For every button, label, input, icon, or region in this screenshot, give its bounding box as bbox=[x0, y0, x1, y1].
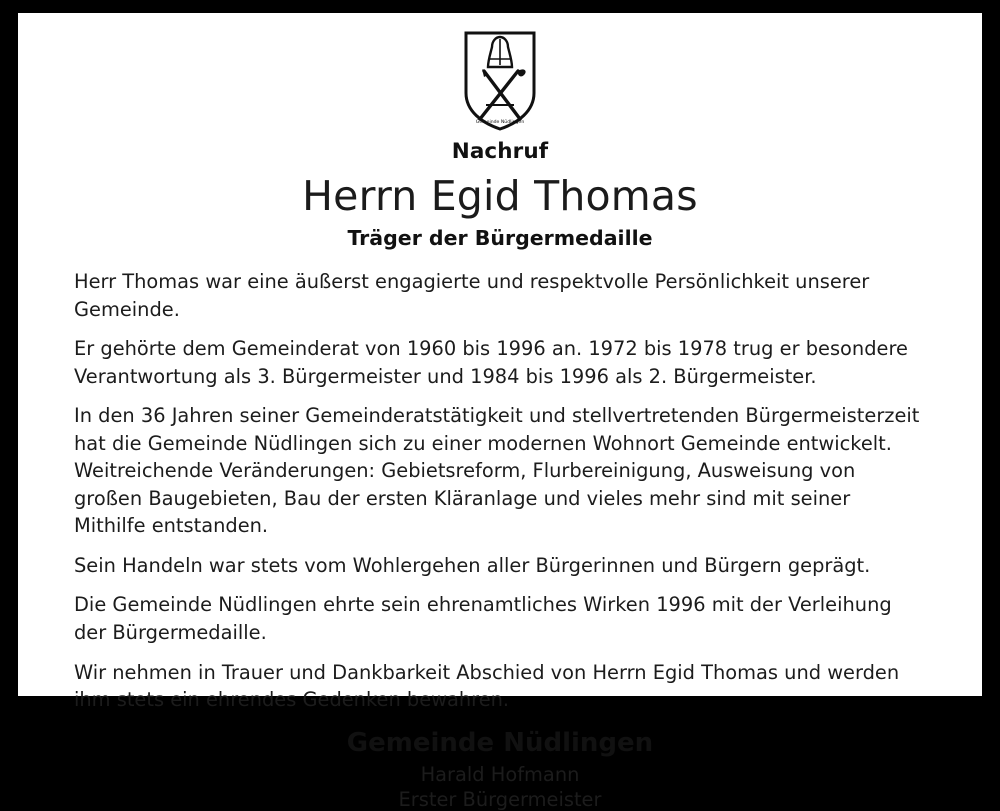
notice-paragraph: Sein Handeln war stets vom Wohlergehen aller Bürgerinnen und Bürgern geprägt. bbox=[74, 553, 871, 577]
notice-paragraph: Er gehörte dem Gemeinderat von 1960 bis 1996 an. 1972 bis 1978 trug er besondere Verantwortung als 3. Bürgermeister und 1984 bis 1996 als 2. Bürgermeister. bbox=[74, 337, 908, 388]
notice-body bbox=[58, 268, 942, 714]
signature-person: Harald Hofmann bbox=[420, 762, 580, 786]
page-title: Herrn Egid Thomas bbox=[302, 172, 698, 220]
signature-block bbox=[58, 728, 942, 811]
notice-subtitle: Träger der Bürgermedaille bbox=[347, 226, 653, 250]
notice-paragraph: Herr Thomas war eine äußerst engagierte und respektvolle Persönlichkeit unserer Gemeinde. bbox=[74, 270, 870, 321]
notice-paragraph: Wir nehmen in Trauer und Dankbarkeit Abschied von Herrn Egid Thomas und werden ihm stets ein ehrendes Gedenken bewahren. bbox=[74, 660, 900, 712]
signature-role: Erster Bürgermeister bbox=[398, 787, 602, 811]
coat-of-arms-icon bbox=[462, 31, 538, 131]
notice-paragraph: In den 36 Jahren seiner Gemeinderatstätigkeit und stellvertretenden Bürgermeisterzeit hat die Gemeinde Nüdlingen sich zu einer modernen Wohnort Gemeinde entwickelt. Weitreichende Veränderungen: Gebietsreform, Flurbereinigung, Ausweisung von großen Baugebieten, Bau der ersten Kläranlage und vieles mehr sind mit seiner Mithilfe entstanden. bbox=[74, 404, 920, 538]
crest-caption: Gemeinde Nüdlingen bbox=[475, 120, 525, 125]
crest-container bbox=[58, 31, 942, 137]
signature-organisation: Gemeinde Nüdlingen bbox=[346, 727, 654, 758]
notice-kicker: Nachruf bbox=[451, 139, 549, 164]
obituary-notice bbox=[18, 13, 982, 811]
notice-paragraph: Die Gemeinde Nüdlingen ehrte sein ehrenamtliches Wirken 1996 mit der Verleihung der Bürgermedaille. bbox=[74, 593, 892, 645]
